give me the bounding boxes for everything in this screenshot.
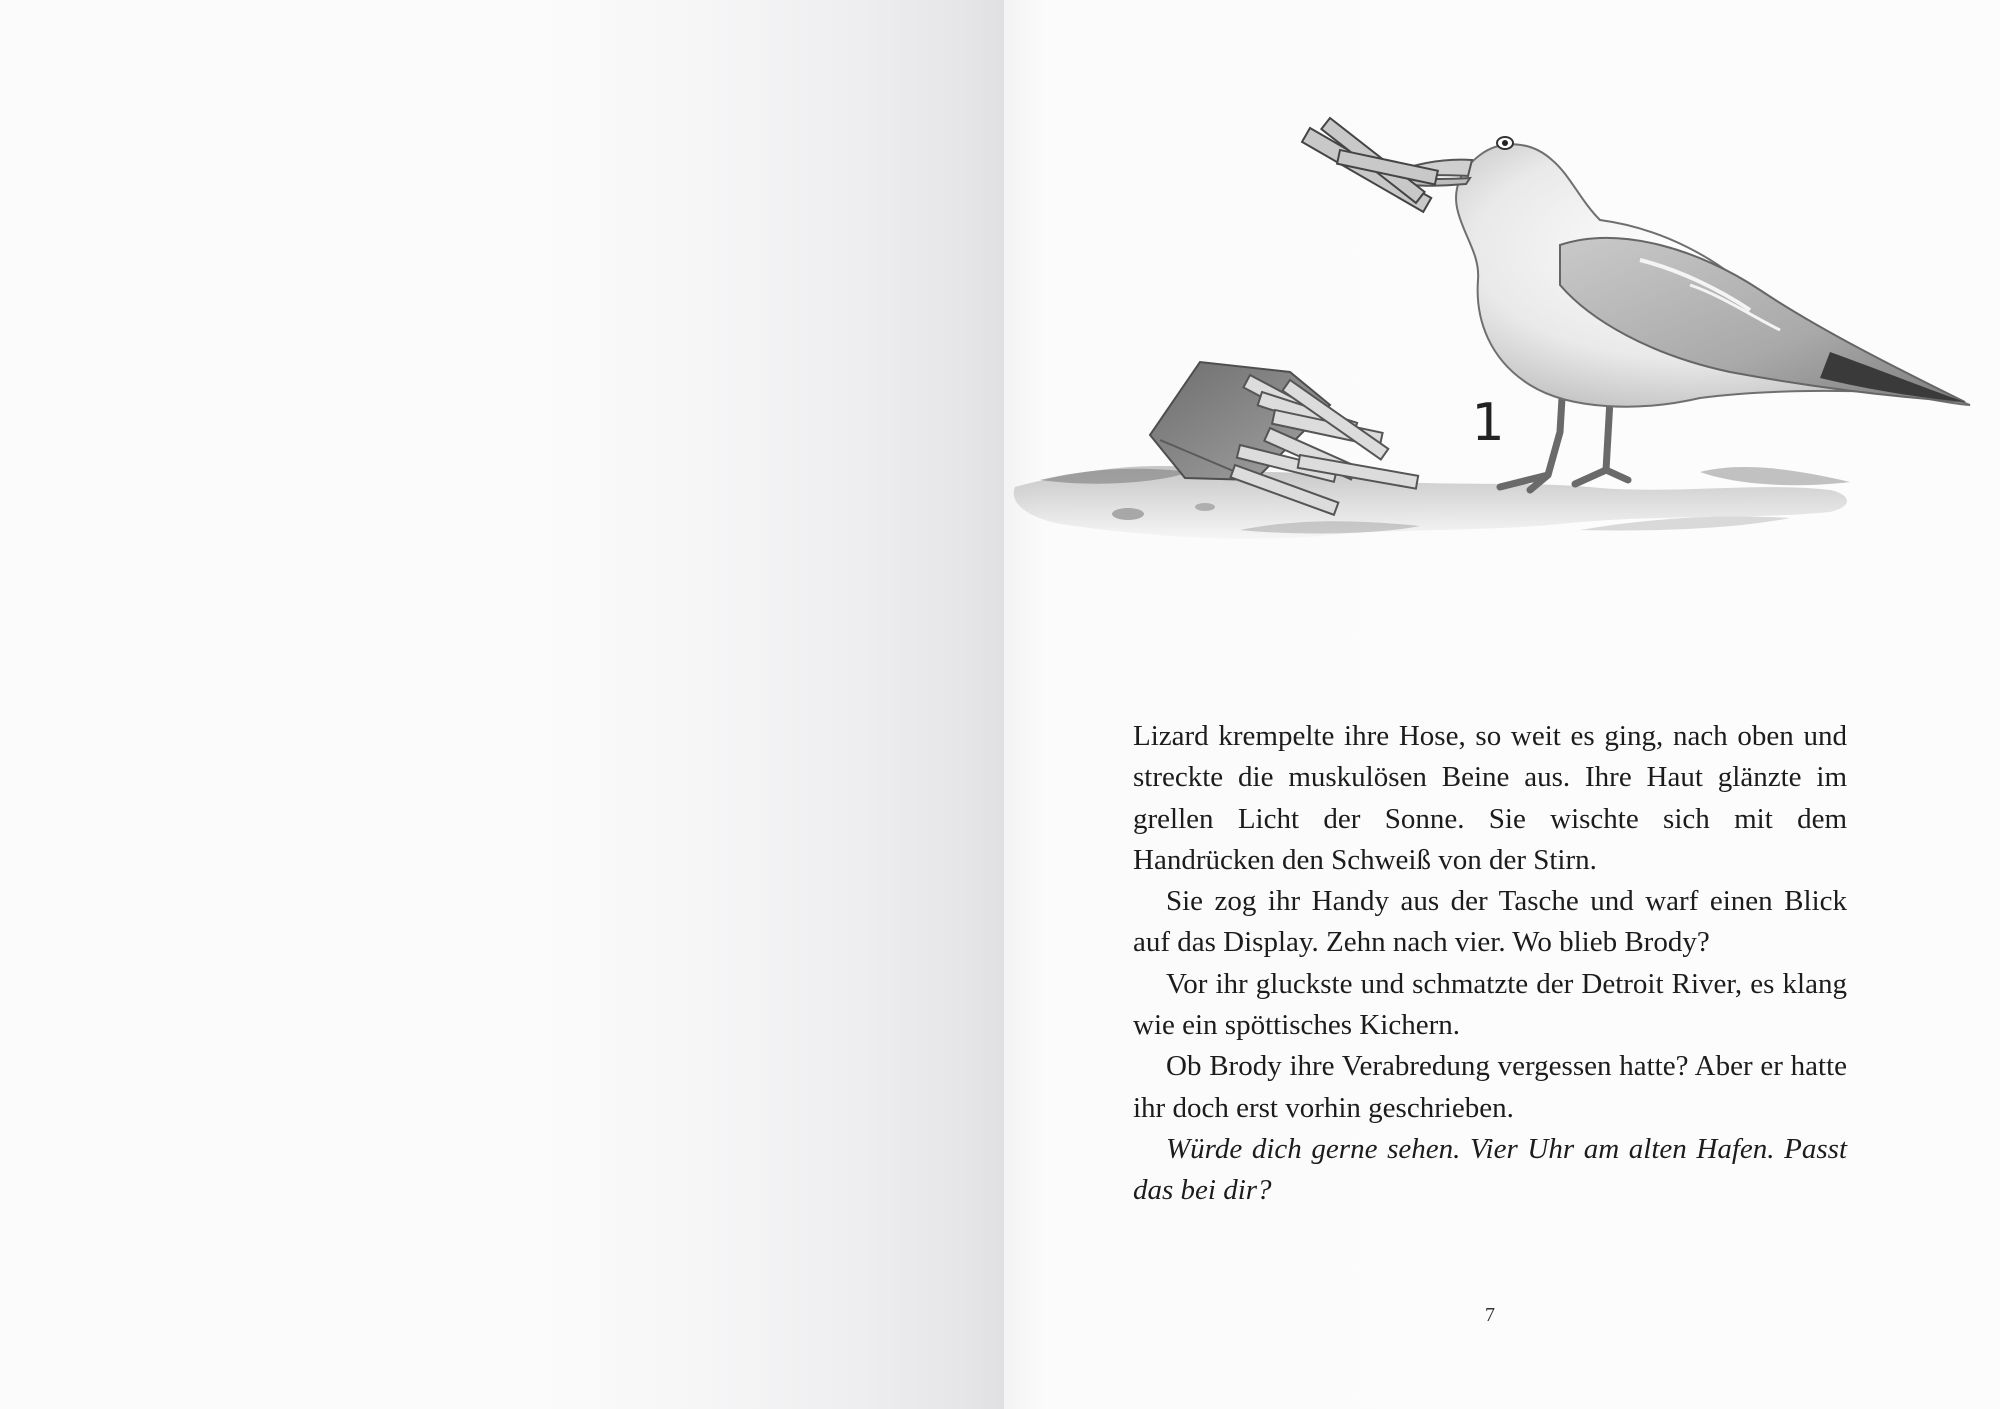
paragraph: Sie zog ihr Handy aus der Tasche und warf einen Blick auf das Display. Zehn nach vier. Wo blieb Brody? bbox=[1133, 885, 1847, 959]
paragraph: Ob Brody ihre Verabredung vergessen hatte? Aber er hatte ihr doch erst vorhin geschrieben. bbox=[1133, 1050, 1847, 1124]
paragraph: Lizard krempelte ihre Hose, so weit es ging, nach oben und streckte die muskulösen Beine aus. Ihre Haut glänzte im grellen Licht der Sonne. Sie wischte sich mit dem Handrücken den Schweiß von der Stirn. bbox=[1133, 720, 1847, 876]
seagull-body bbox=[1388, 137, 1970, 407]
seagull-illustration-icon bbox=[1004, 90, 2000, 580]
seagull-legs bbox=[1500, 398, 1628, 490]
chapter-text bbox=[1133, 716, 1847, 1212]
paragraph: Vor ihr gluckste und schmatzte der Detroit River, es klang wie ein spöttisches Kichern. bbox=[1133, 967, 1847, 1042]
chapter-number: 1 bbox=[1471, 393, 1505, 453]
page-number: 7 bbox=[1485, 1304, 1495, 1326]
text-message-paragraph: Würde dich gerne sehen. Vier Uhr am alten Hafen. Passt das bei dir? bbox=[1133, 1132, 1847, 1207]
ground bbox=[1014, 466, 1850, 539]
